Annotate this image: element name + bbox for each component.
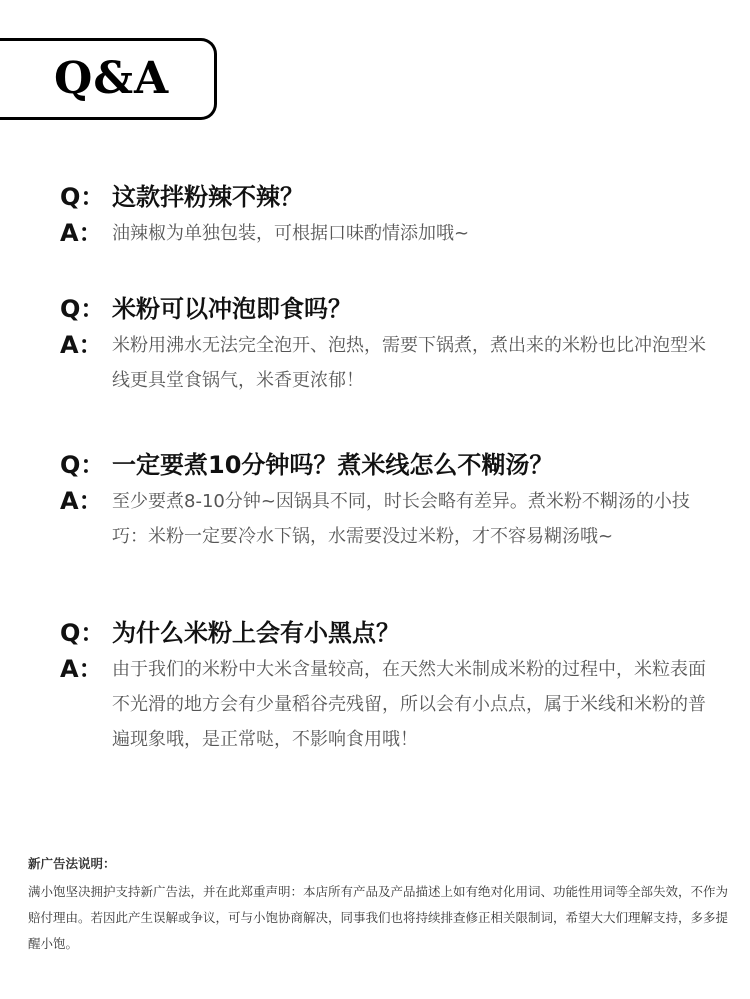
question-prefix: Q： [60, 619, 105, 647]
answer-row [60, 484, 710, 554]
question-text: 这款拌粉辣不辣？ [112, 183, 304, 211]
notice-title: 新广告法说明： [28, 856, 116, 871]
qa-item-2 [60, 292, 710, 398]
answer-row [60, 216, 710, 251]
answer-prefix: A： [60, 219, 103, 247]
answer-row [60, 328, 710, 398]
ad-law-notice [28, 853, 728, 957]
question-row [60, 292, 710, 326]
answer-prefix: A： [60, 487, 103, 515]
question-row [60, 616, 710, 650]
page-title: Q&A [54, 53, 170, 104]
answer-text: 至少要煮8-10分钟~因锅具不同，时长会略有差异。煮米粉不糊汤的小技巧：米粉一定要冷水下锅，水需要没过米粉，才不容易糊汤哦~ [112, 491, 690, 547]
qa-item-4 [60, 616, 710, 757]
question-row [60, 448, 710, 482]
question-text: 为什么米粉上会有小黑点？ [112, 619, 400, 647]
notice-body: 满小饱坚决拥护支持新广告法，并在此郑重声明：本店所有产品及产品描述上如有绝对化用词、功能性用词等全部失效，不作为赔付理由。若因此产生误解或争议，可与小饱协商解决，同事我们也将持续排查修正相关限制词，希望大大们理解支持，多多提醒小饱。 [28, 884, 729, 951]
question-prefix: Q： [60, 183, 105, 211]
qa-item-3 [60, 448, 710, 554]
question-row [60, 180, 710, 214]
answer-prefix: A： [60, 331, 103, 359]
answer-text: 油辣椒为单独包装，可根据口味酌情添加哦~ [112, 223, 470, 244]
question-text: 一定要煮10分钟吗？煮米线怎么不糊汤？ [112, 451, 554, 479]
qa-item-1 [60, 180, 710, 251]
answer-prefix: A： [60, 655, 103, 683]
question-text: 米粉可以冲泡即食吗？ [112, 295, 352, 323]
answer-row [60, 652, 710, 757]
answer-text: 由于我们的米粉中大米含量较高，在天然大米制成米粉的过程中，米粒表面不光滑的地方会有少量稻谷壳残留，所以会有小点点，属于米线和米粉的普遍现象哦，是正常哒，不影响食用哦！ [112, 659, 706, 750]
question-prefix: Q： [60, 451, 105, 479]
question-prefix: Q： [60, 295, 105, 323]
answer-text: 米粉用沸水无法完全泡开、泡热，需要下锅煮，煮出来的米粉也比冲泡型米线更具堂食锅气，米香更浓郁！ [112, 335, 706, 391]
